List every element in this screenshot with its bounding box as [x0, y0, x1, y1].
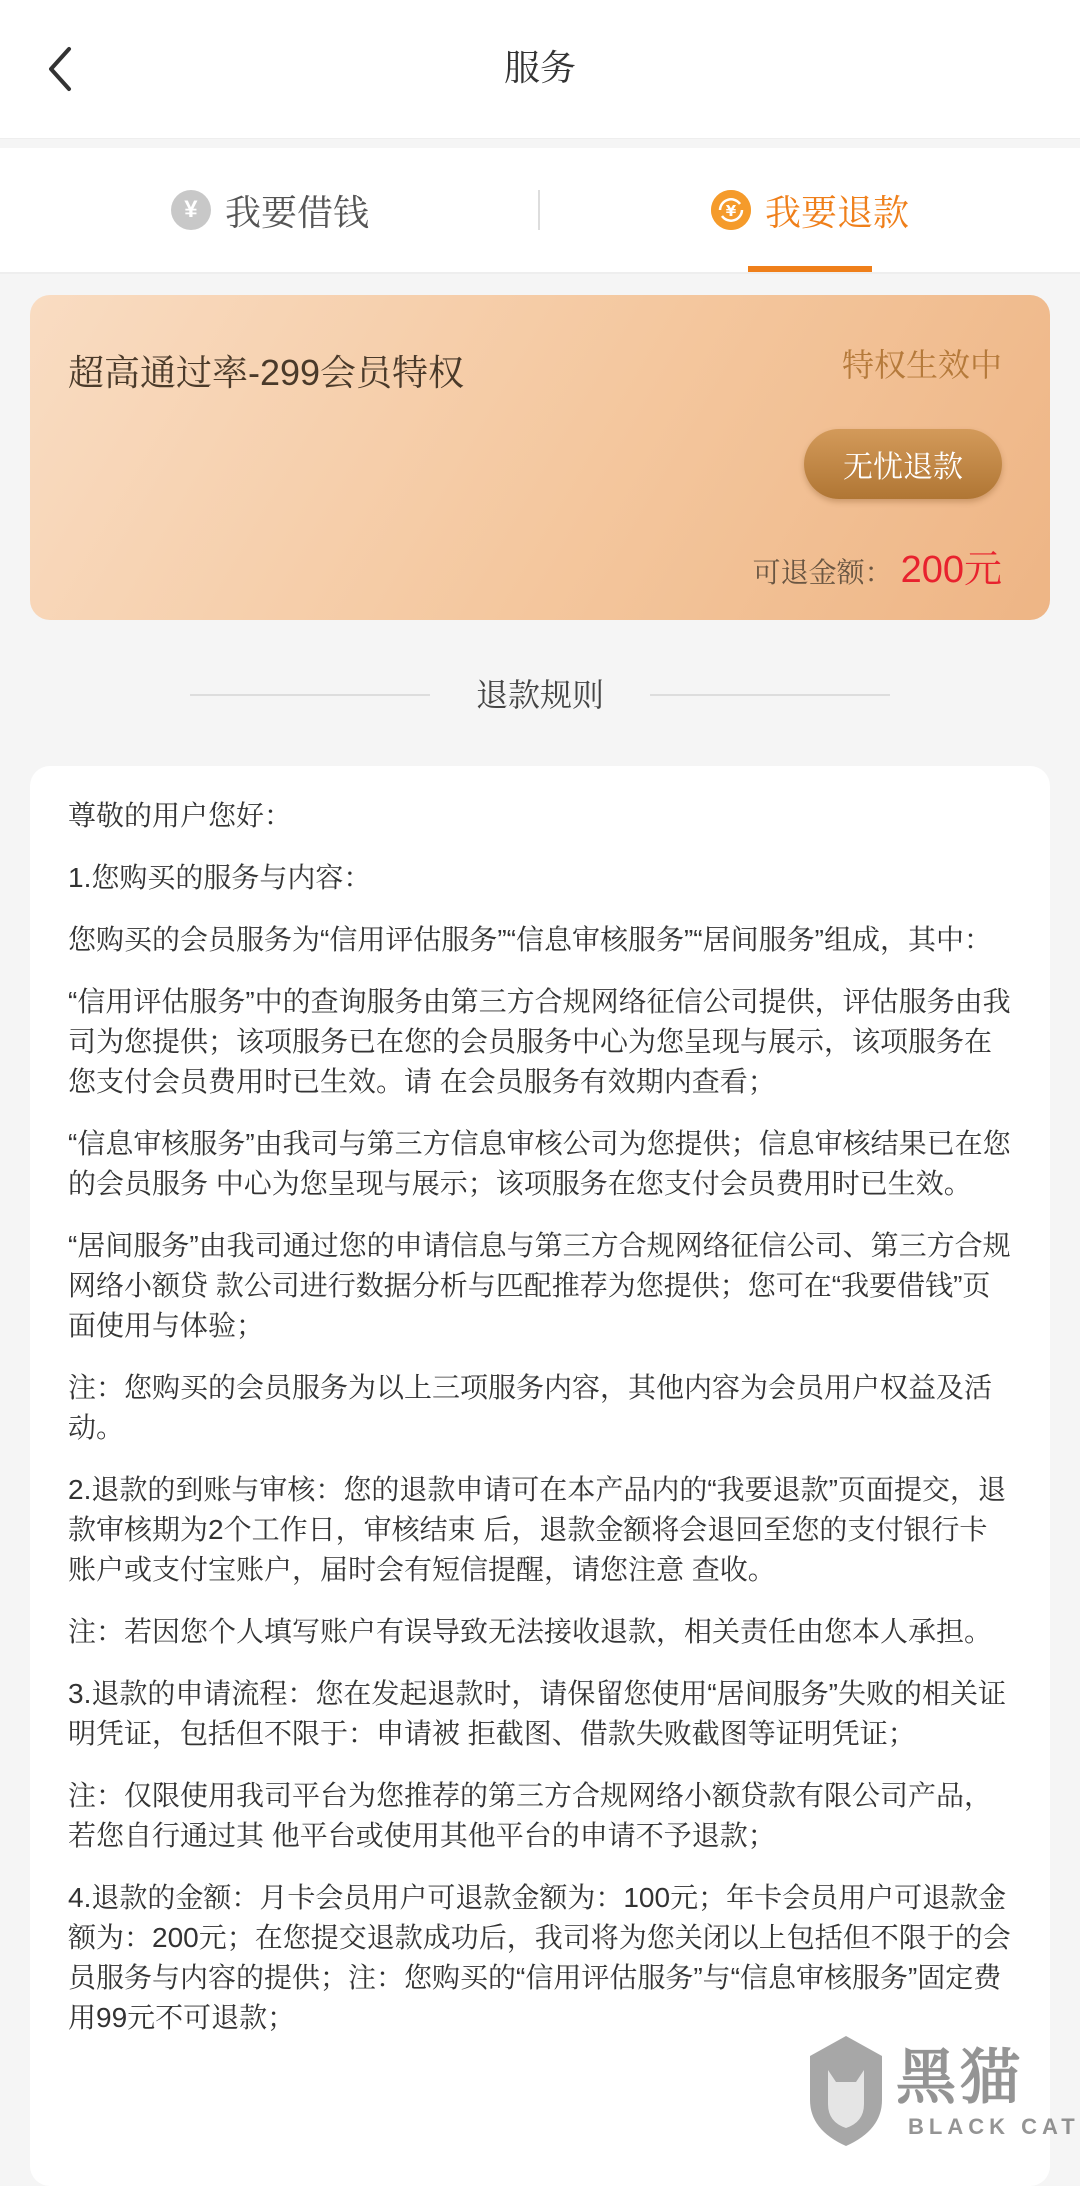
black-cat-logo-icon [804, 2030, 888, 2150]
rules-text [68, 796, 1012, 2060]
tab-borrow-label: 我要借钱 [224, 191, 369, 233]
watermark-text-cn: 黑猫 [896, 2043, 1024, 2113]
page-title: 服务 [503, 47, 576, 88]
top-bar [0, 0, 1080, 139]
black-cat-watermark [804, 2030, 1080, 2160]
rules-paragraph: 3.退款的申请流程：您在发起退款时，请保留您使用“居间服务”失败的相关证明凭证，包括但不限于：申请被 拒截图、借款失败截图等证明凭证； [68, 1678, 1007, 1749]
rules-content [30, 766, 1050, 2186]
tab-bar [0, 148, 1080, 274]
rules-paragraph: 注：若因您个人填写账户有误导致无法接收退款，相关责任由您本人承担。 [68, 1616, 993, 1647]
rules-paragraph: 1.您购买的服务与内容： [68, 862, 372, 893]
active-tab-indicator [748, 266, 872, 272]
rules-paragraph: 2.退款的到账与审核：您的退款申请可在本产品内的“我要退款”页面提交，退款审核期为2个工作日，审核结束 后，退款金额将会退回至您的支付银行卡账户或支付宝账户，届时会有短信提醒，请您注意 查收。 [68, 1474, 1007, 1585]
tab-refund-label: 我要退款 [764, 191, 909, 233]
membership-title: 超高通过率-299会员特权 [68, 352, 465, 393]
refundable-amount-value: 200元 [900, 549, 1002, 591]
rules-divider-right [650, 694, 890, 696]
rules-paragraph: “信用评估服务”中的查询服务由第三方合规网络征信公司提供，评估服务由我司为您提供；该项服务已在您的会员服务中心为您呈现与展示，该项服务在您支付会员费用时已生效。请 在会员服务有效期内查看； [68, 986, 1011, 1097]
rules-paragraph: 您购买的会员服务为“信用评估服务”“信息审核服务”“居间服务”组成，其中： [68, 924, 992, 955]
svg-text:¥: ¥ [725, 202, 737, 220]
rules-title: 退款规则 [475, 677, 604, 713]
worry-free-refund-button[interactable]: 无忧退款 [804, 429, 1002, 499]
rules-paragraph: 注：您购买的会员服务为以上三项服务内容，其他内容为会员用户权益及活动。 [68, 1372, 993, 1443]
rules-paragraph: “居间服务”由我司通过您的申请信息与第三方合规网络征信公司、第三方合规网络小额贷 款公司进行数据分析与匹配推荐为您提供；您可在“我要借钱”页面使用与体验； [68, 1230, 1011, 1341]
rules-paragraph: “信息审核服务”由我司与第三方信息审核公司为您提供；信息审核结果已在您的会员服务 中心为您呈现与展示；该项服务在您支付会员费用时已生效。 [68, 1128, 1011, 1199]
refundable-amount-row [753, 538, 1002, 593]
yen-icon: ¥ [171, 190, 211, 230]
rules-paragraph: 尊敬的用户您好： [68, 800, 293, 831]
tab-borrow[interactable] [0, 148, 540, 272]
watermark-text-en: BLACK CAT [908, 2114, 1080, 2139]
rules-heading [0, 670, 1080, 720]
membership-card [30, 295, 1050, 620]
membership-status: 特权生效中 [841, 347, 1002, 383]
rules-paragraph: 注：仅限使用我司平台为您推荐的第三方合规网络小额贷款有限公司产品，若您自行通过其 他平台或使用其他平台的申请不予退款； [68, 1780, 993, 1851]
rules-paragraph: 4.退款的金额：月卡会员用户可退款金额为：100元；年卡会员用户可退款金额为：200元；在您提交退款成功后，我司将为您关闭以上包括但不限于的会员服务与内容的提供；注：您购买的“信用评估服务”与“信息审核服务”固定费用99元不可退款； [68, 1882, 1011, 2033]
refundable-amount-label: 可退金额： [752, 557, 893, 588]
tab-refund[interactable] [540, 148, 1080, 272]
yen-refund-icon [711, 190, 751, 230]
